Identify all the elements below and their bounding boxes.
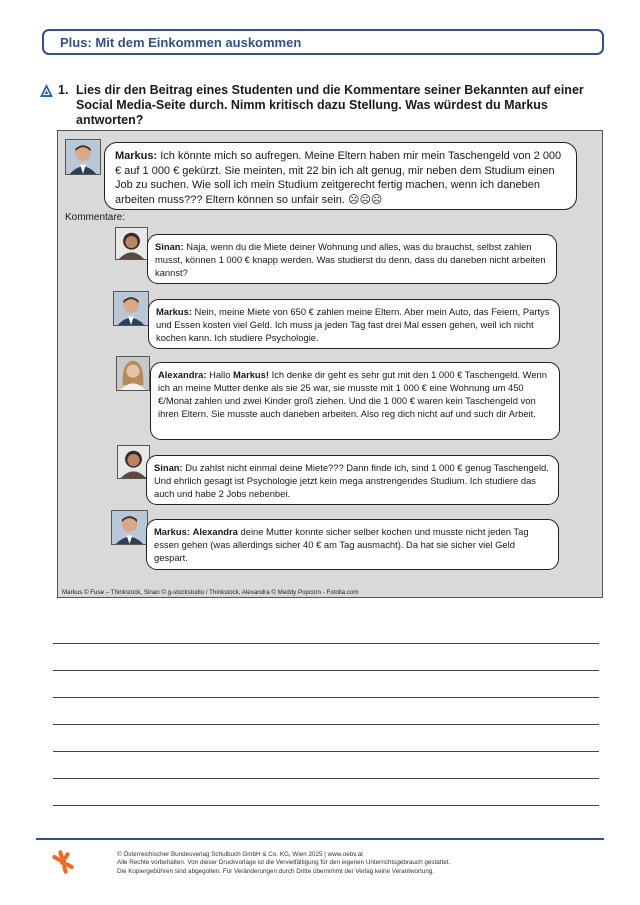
comment-author: Sinan:	[154, 462, 183, 473]
footer-line: Die Kopiergebühren sind abgegolten. Für Veränderungen durch Dritte übernimmt der Verlag keine Verantwortung.	[117, 867, 435, 875]
avatar-alexandra	[116, 356, 150, 391]
comment-author: Sinan:	[155, 241, 184, 252]
comments-label: Kommentare:	[65, 212, 126, 223]
answer-line	[53, 778, 599, 779]
task-number: 1.	[58, 83, 69, 97]
answer-line	[53, 697, 599, 698]
answer-line	[53, 751, 599, 752]
post-text: Ich könnte mich so aufregen. Meine Eltern haben mir mein Taschengeld von 2 000 € auf 1 000 € gekürzt. Sie meinten, mit 22 bin ich alt genug, mir neben dem Studium einen Job zu suchen. Wie soll ich mein Studium zeitgerecht fertig machen, wenn ich daneben arbeiten muss??? Eltern können so unfair sein. ☹☹☹	[115, 150, 562, 206]
comment-text-pre: Hallo	[206, 369, 234, 380]
comment-bubble	[150, 362, 560, 440]
comment-bubble	[146, 519, 559, 570]
answer-line	[53, 724, 599, 725]
comment-author: Markus:	[154, 526, 190, 537]
page-title: Plus: Mit dem Einkommen auskommen	[60, 35, 302, 50]
comment-author: Alexandra:	[158, 369, 207, 380]
footer-line: Alle Rechte vorbehalten. Von dieser Druckvorlage ist die Vervielfältigung für den eigenen Unterrichtsgebrauch gestattet.	[117, 859, 451, 867]
comment-text: Nein, meine Miete von 650 € zahlen meine Eltern. Aber mein Auto, das Feiern, Partys und Essen kosten viel Geld. Ich muss ja jeden Tag fast drei Mal essen gehen, weil ich nicht kochen kann. Ich studiere Psychologie.	[156, 306, 550, 343]
comment-text: Du zahlst nicht einmal deine Miete??? Dann finde ich, sind 1 000 € genug Taschengeld. Und ehrlich gesagt ist Psychologie jetzt kein mega anstrengendes Studium. Ich studiere das auch und habe 2 Jobs nebenbei.	[154, 462, 549, 499]
comment-text: Ich denke dir geht es sehr gut mit den 1 000 € Taschengeld. Wenn ich an meine Mutter denke als sie 25 war, sie musste mit 1 000 € eine Wohnung um 450 €/Monat zahlen und zwei Kinder groß ziehen. Und die 1 000 € waren kein Taschengeld von ihren Eltern. Sie musste auch daneben arbeiten. Also reg dich nicht auf und such dir Arbeit.	[158, 369, 547, 419]
task-instruction: Lies dir den Beitrag eines Studenten und die Kommentare seiner Bekannten auf einer Social Media-Seite durch. Nimm kritisch dazu Stellung. Was würdest du Markus antworten?	[76, 83, 584, 127]
footer-rule	[36, 838, 604, 840]
comment-text: Naja, wenn du die Miete deiner Wohnung und alles, was du brauchst, selbst zahlen musst, können 1 000 € knapp werden. Was studierst du denn, dass du daneben nicht arbeiten kannst?	[155, 241, 546, 278]
header-box	[42, 29, 604, 55]
image-credits: Markus © Fuse – Thinkstock, Sinan © g-stockstudio / Thinkstock, Alexandra © Meddy Popcorn - Fotolia.com	[62, 589, 359, 596]
footer-line: © Österreichischer Bundesverlag Schulbuch GmbH & Co. KG, Wien 2025 | www.oebv.at	[117, 851, 363, 858]
comment-bubble	[147, 234, 557, 284]
comment-bubble	[146, 455, 559, 505]
avatar-markus	[65, 139, 101, 175]
comment-author: Markus:	[156, 306, 192, 317]
comment-text: deine Mutter konnte sicher selber kochen und musste nicht jeden Tag essen gehen (was allerdings sicher 40 € am Tag ausmacht). Da hat sie sicher viel Geld gespart.	[154, 526, 529, 563]
comment-mention: Markus!	[233, 369, 269, 380]
triangle-level-icon	[39, 83, 54, 98]
avatar-sinan	[115, 227, 148, 260]
footer-copyright	[117, 851, 450, 876]
post-bubble-markus	[104, 142, 577, 210]
comment-bubble	[148, 299, 560, 349]
post-author: Markus:	[115, 150, 158, 162]
answer-line	[53, 643, 599, 644]
avatar-markus	[113, 291, 149, 326]
publisher-logo-icon	[50, 849, 76, 875]
answer-line	[53, 670, 599, 671]
comment-mention: Alexandra	[192, 526, 238, 537]
avatar-markus	[111, 510, 148, 545]
answer-line	[53, 805, 599, 806]
